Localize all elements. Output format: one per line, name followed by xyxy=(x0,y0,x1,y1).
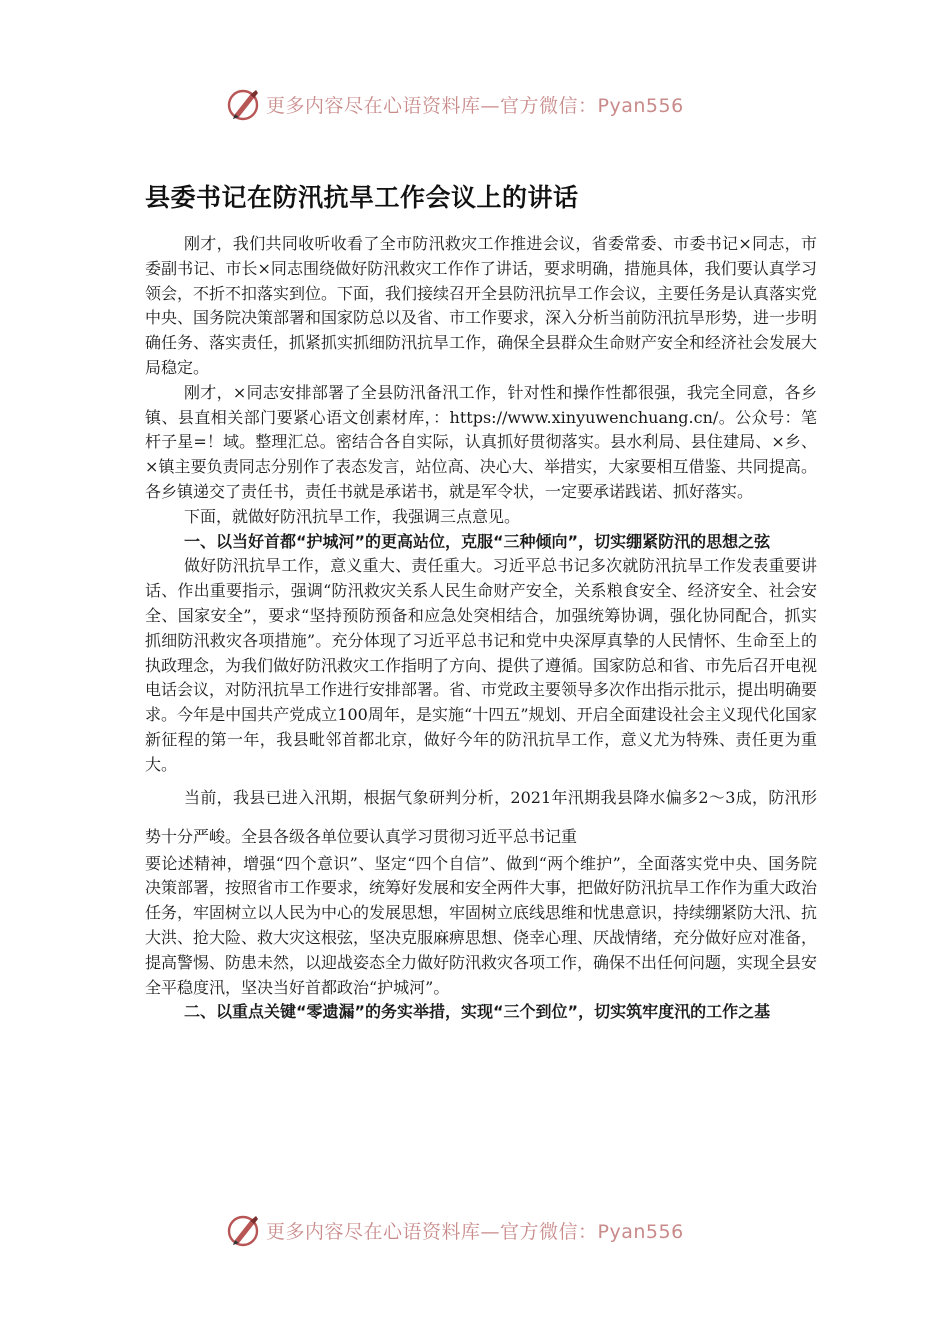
paragraph-6: 要论述精神，增强“四个意识”、坚定“四个自信”、做到“两个维护”，全面落实党中央、国务院决策部署，按照省市工作要求，统筹好发展和安全两件大事，把做好防汛抗旱工作作为重大政治任务，牢固树立以人民为中心的发展思想，牢固树立底线思维和忧患意识，持续绷紧防大汛、抗大洪、抢大险、救大灾这根弦，坚决克服麻痹思想、侥幸心理、厌战情绪，充分做好应对准备，提高警惕、防患未然，以迎战姿态全力做好防汛救灾各项工作，确保不出任何问题，实现全县安全平稳度汛，坚决当好首都政治“护城河”。 xyxy=(145,853,818,997)
footer-banner-content xyxy=(226,1210,684,1250)
footer-banner xyxy=(0,1210,950,1250)
banner-wechat-id: Pyan556 xyxy=(597,94,684,117)
header-banner xyxy=(0,84,950,124)
banner-text xyxy=(266,91,684,118)
footer-banner-wechat-id: Pyan556 xyxy=(597,1220,684,1243)
paragraph-2: 刚才，×同志安排部署了全县防汛备汛工作，针对性和操作性都很强，我完全同意，各乡镇、县直相关部门要紧心语文创素材库，：https://www.xinyuwenchuang.cn/。公众号：笔杆子星=！域。整理汇总。密结合各自实际，认真抓好贯彻落实。县水利局、县住建局、×乡、×镇主要负责同志分别作了表态发言，站位高、决心大、举措实，大家要相互借鉴、共同提高。各乡镇递交了责任书，责任书就是承诺书，就是军令状，一定要承诺践诺、抓好落实。 xyxy=(145,382,817,501)
paragraph-1: 刚才，我们共同收听收看了全市防汛救灾工作推进会议，省委常委、市委书记×同志，市委副书记、市长×同志围绕做好防汛救灾工作作了讲话，要求明确，措施具体，我们要认真学习领会，不折不扣落实到位。下面，我们接续召开全县防汛抗旱工作会议，主要任务是认真落实党中央、国务院决策部署和国家防总以及省、市工作要求，深入分析当前防汛抗旱形势，进一步明确任务、落实责任，抓紧抓实抓细防汛抗旱工作，确保全县群众生命财产安全和经济社会发展大局稳定。 xyxy=(145,234,818,377)
banner-content xyxy=(226,84,684,124)
footer-banner-text xyxy=(266,1217,684,1244)
paragraph-4: 做好防汛抗旱工作，意义重大、责任重大。习近平总书记多次就防汛抗旱工作发表重要讲话、作出重要指示，强调“防汛救灾关系人民生命财产安全，关系粮食安全、经济安全、社会安全、国家安全”，要求“坚持预防预备和应急处突相结合，加强统筹协调，强化协同配合，抓实抓细防汛救灾各项措施”。充分体现了习近平总书记和党中央深厚真挚的人民情怀、生命至上的执政理念，为我们做好防汛救灾工作指明了方向、提供了遵循。国家防总和省、市先后召开电视电话会议，对防汛抗旱工作进行安排部署。省、市党政主要领导多次作出指示批示，提出明确要求。今年是中国共产党成立100周年，是实施“十四五”规划、开启全面建设社会主义现代化国家新征程的第一年，我县毗邻首都北京，做好今年的防汛抗旱工作，意义尤为特殊、责任更为重大。 xyxy=(145,556,818,774)
footer-banner-slogan: 更多内容尽在心语资料库—官方微信： xyxy=(266,1220,598,1243)
banner-slogan: 更多内容尽在心语资料库—官方微信： xyxy=(266,94,598,117)
paragraph-3: 下面，就做好防汛抗旱工作，我强调三点意见。 xyxy=(184,506,521,526)
section-heading-1: 一、以当好首都“护城河”的更高站位，克服“三种倾向”，切实绷紧防汛的思想之弦 xyxy=(184,531,771,551)
document-title: 县委书记在防汛抗旱工作会议上的讲话 xyxy=(145,183,579,212)
pen-logo-icon xyxy=(226,86,262,122)
pen-logo-icon xyxy=(226,1212,262,1248)
document-body xyxy=(145,232,817,1025)
paragraph-5: 当前，我县已进入汛期，根据气象研判分析，2021年汛期我县降水偏多2〜3成，防汛形势十分严峻。全县各级各单位要认真学习贯彻习近平总书记重 xyxy=(145,787,817,846)
section-heading-2: 二、以重点关键“零遗漏”的务实举措，实现“三个到位”，切实筑牢度汛的工作之基 xyxy=(184,1002,771,1022)
